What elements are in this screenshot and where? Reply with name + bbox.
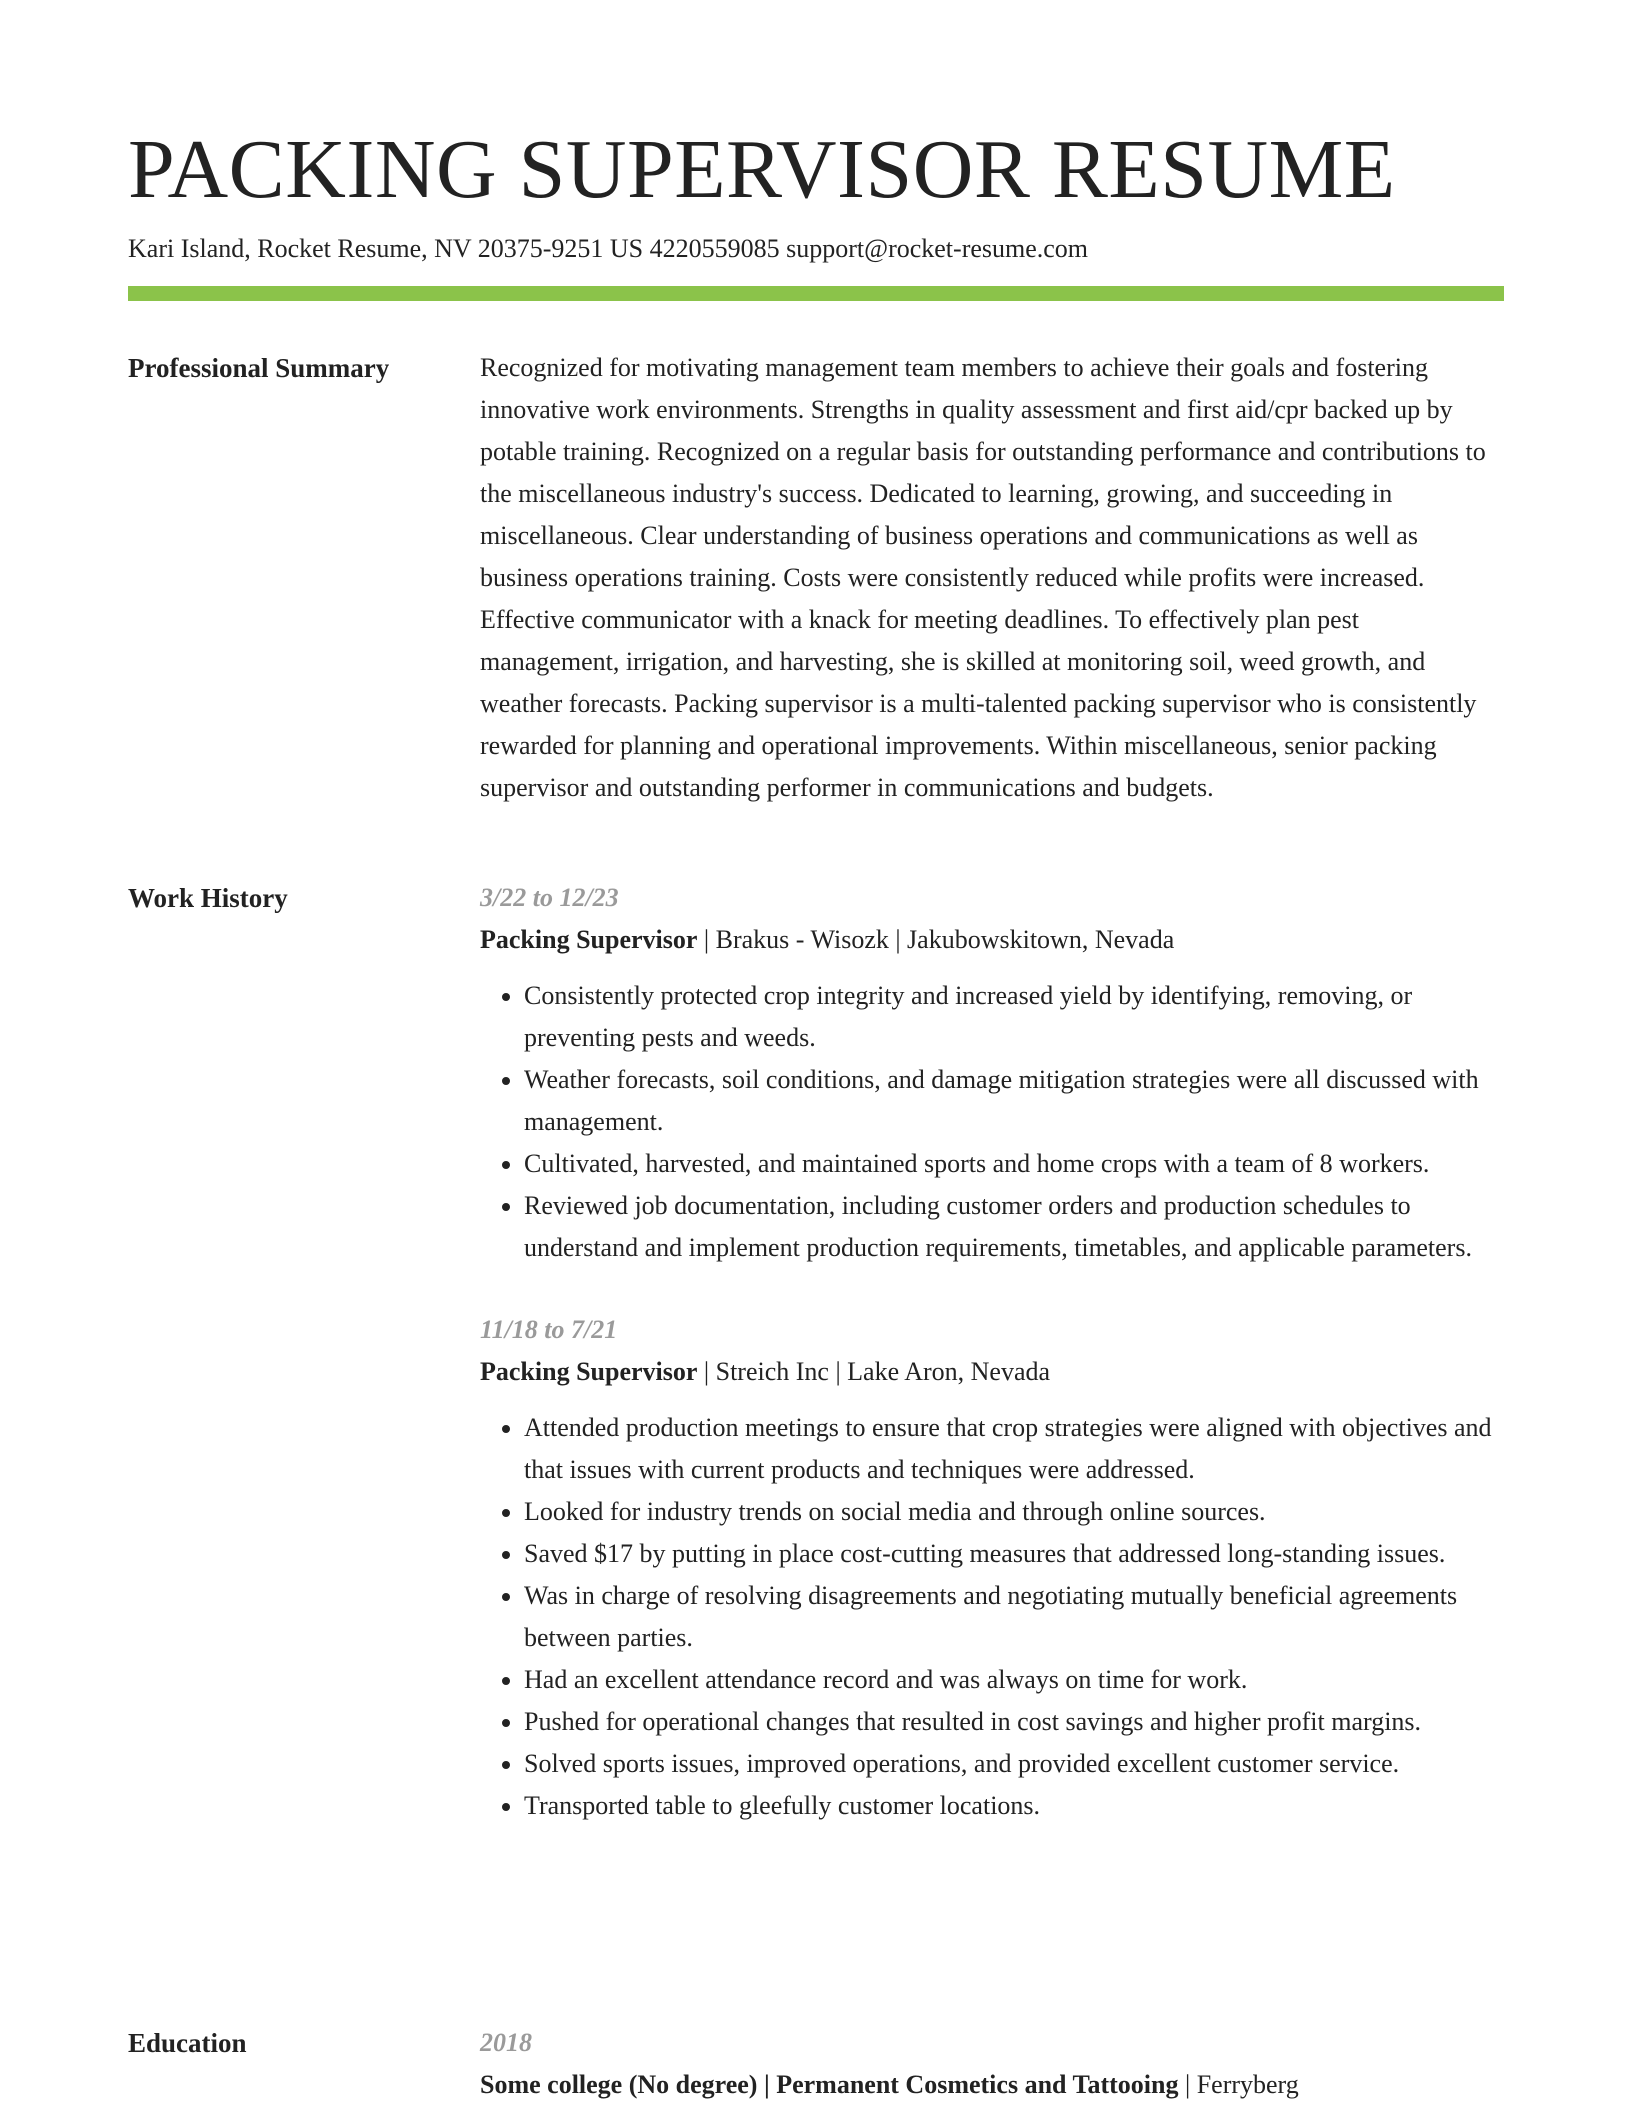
- page-title: PACKING SUPERVISOR RESUME: [128, 123, 1396, 216]
- education-degree: Some college (No degree) | Permanent Cosmetics and Tattooing: [480, 2070, 1179, 2099]
- job-bullet: • Saved $17 by putting in place cost-cutting measures that addressed long-standing issues.: [524, 1533, 1504, 1575]
- contact-phone: 4220559085: [649, 234, 780, 263]
- job-bullet: • Transported table to gleefully customer locations.: [524, 1785, 1504, 1827]
- job-dates: 3/22 to 12/23: [480, 883, 619, 912]
- job-details: | Streich Inc | Lake Aron, Nevada: [697, 1357, 1051, 1386]
- job-bullet-list: [480, 1407, 1504, 1827]
- job-bullet: • Looked for industry trends on social media and through online sources.: [524, 1491, 1504, 1533]
- summary-label: Professional Summary: [128, 353, 390, 383]
- job-bullet: • Reviewed job documentation, including customer orders and production schedules to understand and implement production requirements, timetables, and applicable parameters.: [524, 1185, 1504, 1269]
- summary-body: [480, 347, 1504, 809]
- job-bullet: • Weather forecasts, soil conditions, and damage mitigation strategies were all discussed with management.: [524, 1059, 1504, 1143]
- job-title: Packing Supervisor: [480, 1357, 698, 1386]
- education-body: [480, 2022, 1504, 2106]
- education-date: 2018: [480, 2028, 532, 2057]
- job-heading: [480, 1351, 1504, 1393]
- job-bullet: • Consistently protected crop integrity and increased yield by identifying, removing, or preventing pests and weeds.: [524, 975, 1504, 1059]
- job-bullet-list: [480, 975, 1504, 1269]
- job-title: Packing Supervisor: [480, 925, 698, 954]
- job-heading: [480, 919, 1504, 961]
- education-details: | Ferryberg: [1178, 2070, 1299, 2099]
- header-divider: [128, 286, 1504, 301]
- job-bullet: • Cultivated, harvested, and maintained sports and home crops with a team of 8 workers.: [524, 1143, 1504, 1185]
- job-bullet: • Attended production meetings to ensure that crop strategies were aligned with objectives and that issues with current products and techniques were addressed.: [524, 1407, 1504, 1491]
- job-entry: [480, 877, 1504, 1269]
- job-dates: 11/18 to 7/21: [480, 1315, 618, 1344]
- job-entry: [480, 1309, 1504, 1827]
- contact-line: [128, 232, 1088, 266]
- work-history-body: [480, 877, 1504, 1827]
- education-heading: [480, 2064, 1504, 2106]
- job-bullet: • Solved sports issues, improved operations, and provided excellent customer service.: [524, 1743, 1504, 1785]
- job-bullet: • Pushed for operational changes that resulted in cost savings and higher profit margins.: [524, 1701, 1504, 1743]
- job-details: | Brakus - Wisozk | Jakubowskitown, Nevada: [697, 925, 1175, 954]
- contact-email: support@rocket-resume.com: [786, 234, 1089, 263]
- work-history-label: Work History: [128, 883, 288, 913]
- job-bullet: • Was in charge of resolving disagreements and negotiating mutually beneficial agreements between parties.: [524, 1575, 1504, 1659]
- summary-text: Recognized for motivating management team members to achieve their goals and fostering innovative work environments. Strengths in quality assessment and first aid/cpr backed up by potable training. Recognized on a regular basis for outstanding performance and contributions to the miscellaneous industry's success. Dedicated to learning, growing, and succeeding in miscellaneous. Clear understanding of business operations and communications as well as business operations training. Costs were consistently reduced while profits were increased. Effective communicator with a knack for meeting deadlines. To effectively plan pest management, irrigation, and harvesting, she is skilled at monitoring soil, weed growth, and weather forecasts. Packing supervisor is a multi-talented packing supervisor who is consistently rewarded for planning and operational improvements. Within miscellaneous, senior packing supervisor and outstanding performer in communications and budgets.: [480, 353, 1486, 802]
- contact-address: Kari Island, Rocket Resume, NV 20375-9251 US: [128, 234, 644, 263]
- education-label: Education: [128, 2028, 247, 2058]
- job-bullet: • Had an excellent attendance record and was always on time for work.: [524, 1659, 1504, 1701]
